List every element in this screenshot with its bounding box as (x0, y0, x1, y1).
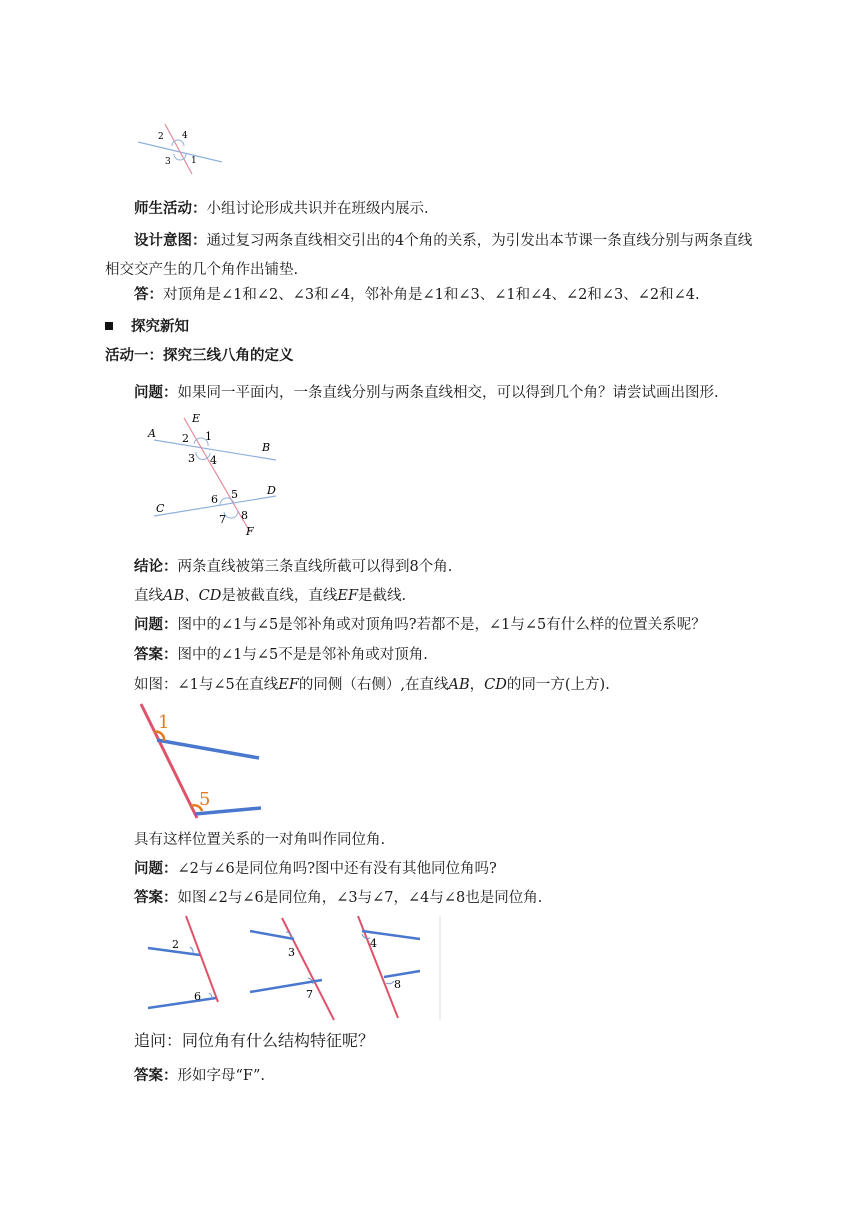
fig4-label-7: 7 (306, 988, 313, 1001)
fig4-label-6: 6 (194, 990, 201, 1003)
figure-intersecting-lines (130, 122, 230, 177)
line-label-e: E (192, 412, 201, 425)
as-figure-statement: 如图：∠1与∠5在直线EF的同侧（右侧）,在直线AB，CD的同一方(上方). (134, 677, 610, 693)
answer-1: 答案：图中的∠1与∠5不是是邻补角或对顶角. (134, 647, 428, 663)
teacher-student-activity: 师生活动：小组讨论形成共识并在班级内展示. (134, 201, 429, 217)
fig4-label-4: 4 (370, 937, 377, 950)
angle-label: 6 (211, 493, 218, 506)
line-label-f: F (246, 525, 254, 538)
fig4-label-3: 3 (288, 946, 295, 959)
angle-label: 7 (219, 513, 226, 526)
answer-vertical-angles: 答：对顶角是∠1和∠2、∠3和∠4，邻补角是∠1和∠3、∠1和∠4、∠2和∠3、∠2和∠4. (134, 287, 700, 303)
question-1: 问题：如果同一平面内，一条直线分别与两条直线相交，可以得到几个角？请尝试画出图形. (134, 385, 719, 401)
fig3-label-5: 5 (199, 789, 211, 810)
line-label-d: D (267, 484, 276, 497)
angle-label: 2 (182, 432, 189, 445)
fig4-label-8: 8 (394, 978, 401, 991)
fig1-label: 1 (191, 156, 197, 166)
follow-up-question: 追问：同位角有什么结构特征呢？ (134, 1031, 375, 1050)
square-bullet-icon (105, 322, 113, 330)
angle-label: 4 (210, 454, 217, 467)
angle-label: 3 (188, 452, 195, 465)
corresponding-angle-definition: 具有这样位置关系的一对角叫作同位角. (134, 832, 386, 848)
figure-corresponding-angles-1-5 (135, 700, 270, 825)
angle-label: 8 (241, 509, 248, 522)
line-label-a: A (148, 427, 156, 440)
conclusion: 结论：两条直线被第三条直线所截可以得到8个角. (134, 559, 453, 575)
question-2: 问题：图中的∠1与∠5是邻补角或对顶角吗?若都不是，∠1与∠5有什么样的位置关系呢？ (134, 617, 706, 633)
fig1-label: 4 (182, 131, 188, 141)
figure-three-lines-eight-angles (140, 408, 290, 540)
answer-3: 答案：形如字母“F”. (134, 1068, 265, 1084)
design-intent: 设计意图：通过复习两条直线相交引出的4个角的关系，为引发出本节课一条直线分别与两条直线相交交产生的几个角作出铺垫. (105, 233, 753, 278)
fig4-label-2: 2 (172, 938, 179, 951)
cut-lines-statement: 直线AB、CD是被截直线，直线EF是截线. (134, 588, 407, 604)
figure-corresponding-angle-pairs (136, 914, 446, 1022)
angle-label: 5 (231, 488, 238, 501)
fig3-label-1: 1 (158, 712, 170, 733)
section-heading: 探究新知 (105, 317, 189, 337)
fig1-label: 3 (165, 157, 171, 167)
activity-one-title: 活动一：探究三线八角的定义 (105, 348, 294, 364)
answer-2: 答案：如图∠2与∠6是同位角，∠3与∠7，∠4与∠8也是同位角. (134, 890, 543, 906)
line-label-b: B (262, 441, 271, 454)
fig1-label: 2 (158, 132, 164, 142)
angle-label: 1 (205, 430, 212, 443)
line-label-c: C (156, 502, 165, 515)
question-3: 问题：∠2与∠6是同位角吗?图中还有没有其他同位角吗? (134, 861, 497, 877)
